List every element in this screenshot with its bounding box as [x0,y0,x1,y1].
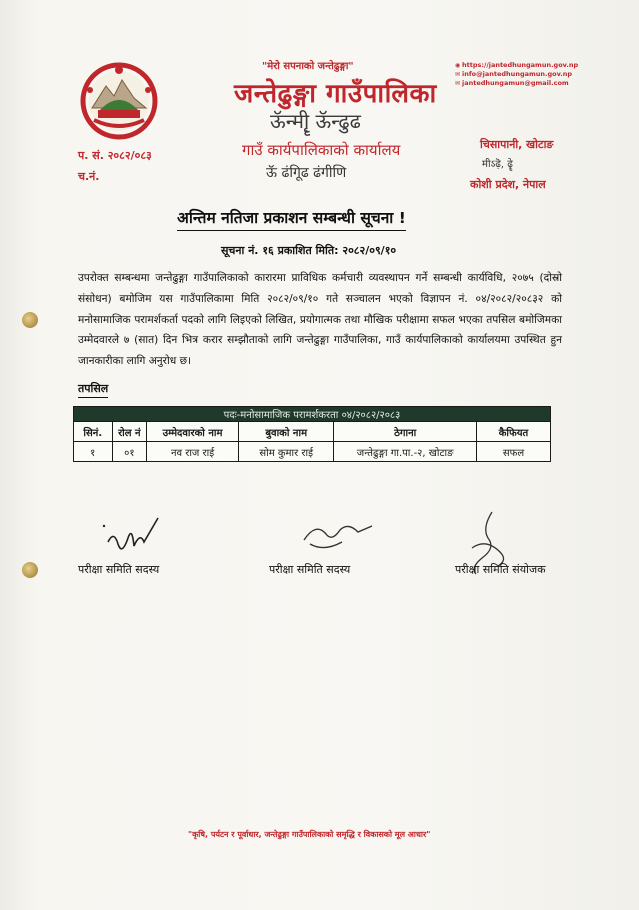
cell-address: जन्तेढुङ्गा गा.पा.-२, खोटाङ [334,442,477,462]
email-alt-link[interactable]: jantedhungamun@gmail.com [462,79,569,87]
location-line-2: मीऽढ़ॆ, ढेॄ़ [482,159,513,170]
punch-hole-bottom [22,562,38,578]
col-address: ठेगाना [334,422,477,442]
office-name: गाउँ कार्यपालिकाको कार्यालय [242,141,401,159]
email-link[interactable]: info@jantedhungamun.gov.np [462,70,573,78]
slogan: "मेरो सपनाको जन्तेढुङ्गा" [262,61,354,72]
email-alt-row [455,79,578,88]
mail-icon: ✉ [455,80,461,87]
signature-label-member-1: परीक्षा समिति सदस्य [78,563,160,576]
notice-body: उपरोक्त सम्बन्धमा जन्तेढुङ्गा गाउँपालिकाको कारारमा प्राविधिक कर्मचारी व्यवस्थापन गर्ने सम्बन्धी कार्यविधि, २०७५ (दोस्रो संसोधन) बमोजिम यस गाउँपालिकामा मिति २०८२/०९/१० गते सञ्चालन भएको विज्ञापन नं. ०४/२०८२/२०८३२ को मनोसामाजिक परामर्शकर्ता पदको लागि लिइएको लिखित, प्रयोगात्मक तथा मौखिक परीक्षामा सफल भएका तपसिल बमोजिमका उम्मेदवारले ७ (सात) दिन भित्र करार सम्झौताको लागि जन्तेढुङ्गा गाउँपालिका, गाउँ कार्यपालिकाको कार्यालयमा उपस्थित हुन जानकारीका लागि अनुरोध छ। [78,272,562,368]
notice-number-line: सूचना नं. १६ प्रकाशित मिति: २०८२/०९/१० [221,244,397,257]
signature-1-icon [100,512,170,562]
email-row [455,70,578,79]
cell-roll: ०१ [112,442,147,462]
cell-serial: १ [74,442,113,462]
notice-title: अन्तिम नतिजा प्रकाशन सम्बन्धी सूचना ! [177,206,406,231]
col-remarks: कैफियत [476,422,550,442]
cell-remarks: सफल [476,442,550,462]
office-name-alt-script: ऊॅ ढंगिूढ ढंगीणि [266,165,347,181]
signature-2-icon [296,512,376,562]
col-candidate-name: उम्मेदवारको नाम [147,422,239,442]
col-father-name: बुवाको नाम [238,422,333,442]
col-roll: रोल नं [112,422,147,442]
cell-father-name: सोम कुमार राई [238,442,333,462]
signature-label-member-2: परीक्षा समिति सदस्य [269,563,351,576]
table-header-row [74,422,551,442]
table-caption-row [74,407,551,422]
location-line-1: चिसापानी, खोटाङ [480,138,554,151]
col-serial: सिनं. [74,422,113,442]
nepal-emblem-icon [78,62,160,140]
footer-motto: "कृषि, पर्यटन र पूर्वाधार, जन्तेढुङ्गा गाउँपालिकाको समृद्धि र विकासको मूल आधार" [188,830,431,839]
cell-candidate-name: नव राज राई [147,442,239,462]
dispatch-number: च.नं. [78,170,100,183]
schedule-heading: तपसिल [78,381,108,398]
signature-label-coordinator: परीक्षा समिति संयोजक [455,563,546,576]
municipality-name: जन्तेढुङ्गा गाउँपालिका [234,79,437,109]
mail-icon: ✉ [455,71,461,78]
municipality-name-alt-script: ऊॅन्मीॄ़ ऊॅन्ढुढ [270,109,361,133]
reference-number: प. सं. २०८२/०८३ [78,149,152,162]
location-line-3: कोशी प्रदेश, नेपाल [470,178,546,191]
table-caption: पदः-मनोसामाजिक परामर्शकरता ०४/२०८२/२०८३ [74,407,551,422]
globe-icon: ◉ [455,62,461,69]
contact-block [455,61,578,88]
results-table [73,406,551,462]
table-row [74,442,551,462]
website-link[interactable]: https://jantedhungamun.gov.np [462,61,579,69]
website-row [455,61,578,70]
punch-hole-top [22,312,38,328]
